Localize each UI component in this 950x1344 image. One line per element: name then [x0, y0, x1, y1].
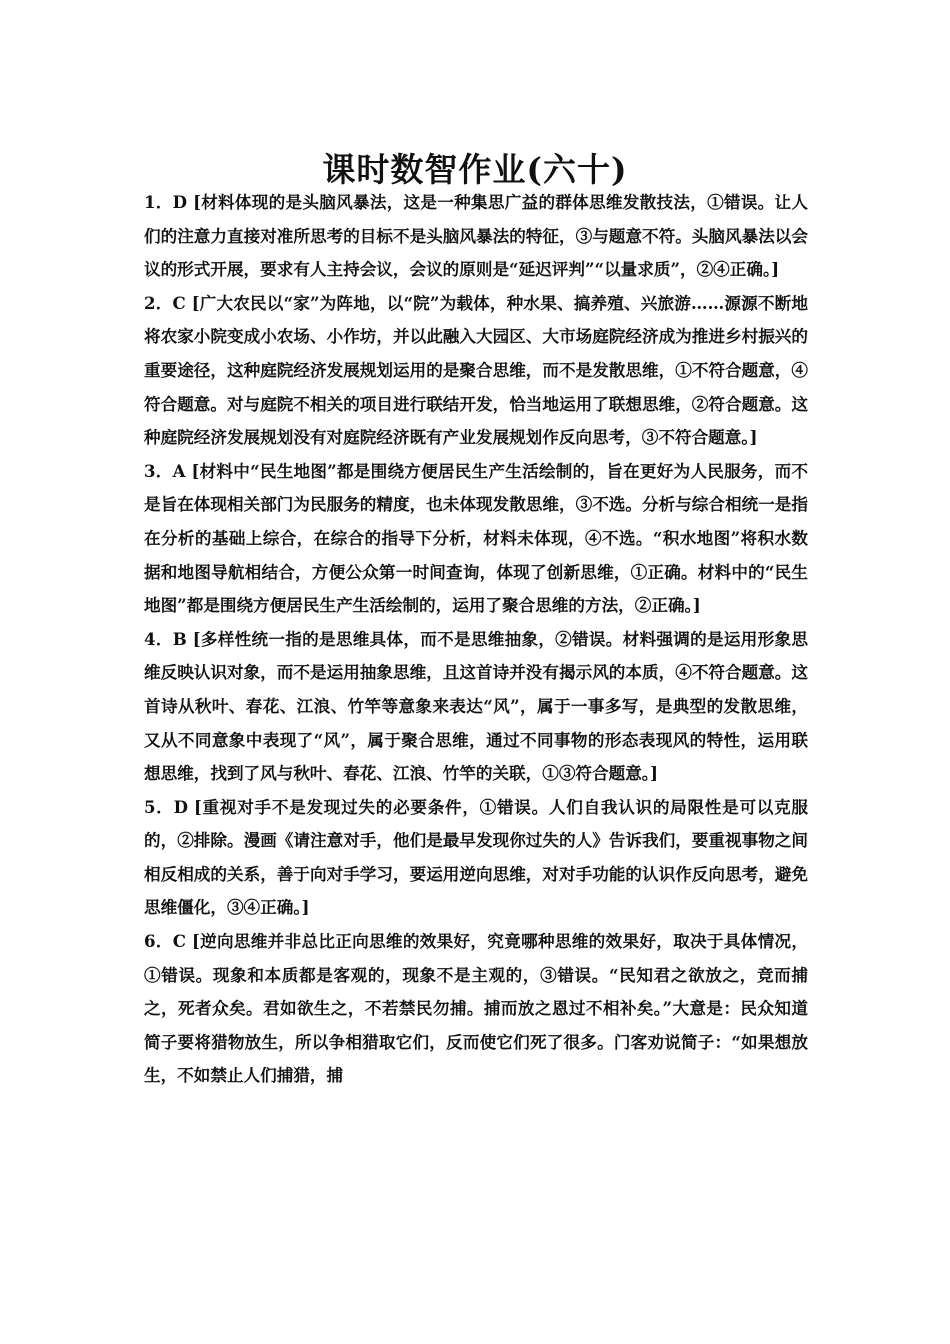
answer-explanation: [重视对手不是发现过失的必要条件，①错误。人们自我认识的局限性是可以克服的，②排除。漫画《请注意对手，他们是最早发现你过失的人》告诉我们，要重视事物之间相反相成的关系，善于向对手学习，要运用逆向思维，对对手功能的认识作反向思考，避免思维僵化，③④正确。]	[144, 796, 808, 918]
answer-explanation: [多样性统一指的是思维具体，而不是思维抽象，②错误。材料强调的是运用形象思维反映认识对象，而不是运用抽象思维，且这首诗并没有揭示风的本质，④不符合题意。这首诗从秋叶、春花、江浪、竹竿等意象来表达“风”，属于一事多写，是典型的发散思维，又从不同意象中表现了“风”，属于聚合思维，通过不同事物的形态表现风的特性，运用联想思维，找到了风与秋叶、春花、江浪、竹竿的关联，①③符合题意。]	[144, 628, 808, 784]
answer-item-1	[144, 186, 808, 287]
answer-list	[144, 186, 808, 1093]
answer-number: 4．B	[144, 628, 187, 649]
answer-item-4	[144, 623, 808, 791]
answer-number: 6．C	[144, 931, 186, 952]
answer-item-2	[144, 287, 808, 455]
answer-number: 5．D	[144, 796, 188, 817]
answer-item-6	[144, 925, 808, 1093]
answer-explanation: [广大农民以“家”为阵地，以“院”为载体，种水果、搞养殖、兴旅游……源源不断地将农家小院变成小农场、小作坊，并以此融入大园区、大市场庭院经济成为推进乡村振兴的重要途径，这种庭院经济发展规划运用的是聚合思维，而不是发散思维，①不符合题意，④符合题意。对与庭院不相关的项目进行联结开发，恰当地运用了联想思维，②符合题意。这种庭院经济发展规划没有对庭院经济既有产业发展规划作反向思考，③不符合题意。]	[144, 292, 808, 448]
answer-explanation: [材料中“民生地图”都是围绕方便居民生产生活绘制的，旨在更好为人民服务，而不是旨在体现相关部门为民服务的精度，也未体现发散思维，③不选。分析与综合相统一是指在分析的基础上综合，在综合的指导下分析，材料未体现，④不选。“积水地图”将积水数据和地图导航相结合，方便公众第一时间查询，体现了创新思维，①正确。材料中的“民生地图”都是围绕方便居民生产生活绘制的，运用了聚合思维的方法，②正确。]	[144, 460, 808, 616]
answer-explanation: [逆向思维并非总比正向思维的效果好，究竟哪种思维的效果好，取决于具体情况，①错误。现象和本质都是客观的，现象不是主观的，③错误。“民知君之欲放之，竞而捕之，死者众矣。君如欲生之，不若禁民勿捕。捕而放之恩过不相补矣。”大意是：民众知道简子要将猎物放生，所以争相猎取它们，反而使它们死了很多。门客劝说简子：“如果想放生，不如禁止人们捕猎，捕	[144, 931, 808, 1086]
answer-item-3	[144, 455, 808, 623]
answer-item-5	[144, 791, 808, 925]
answer-number: 3．A	[144, 460, 186, 481]
answer-number: 2．C	[144, 292, 186, 313]
answer-explanation: [材料体现的是头脑风暴法，这是一种集思广益的群体思维发散技法，①错误。让人们的注意力直接对准所思考的目标不是头脑风暴法的特征，③与题意不符。头脑风暴法以会议的形式开展，要求有人主持会议，会议的原则是“延迟评判”“以量求质”，②④正确。]	[144, 192, 808, 280]
page-title: 课时数智作业(六十)	[322, 150, 628, 190]
answer-number: 1．D	[144, 192, 188, 212]
